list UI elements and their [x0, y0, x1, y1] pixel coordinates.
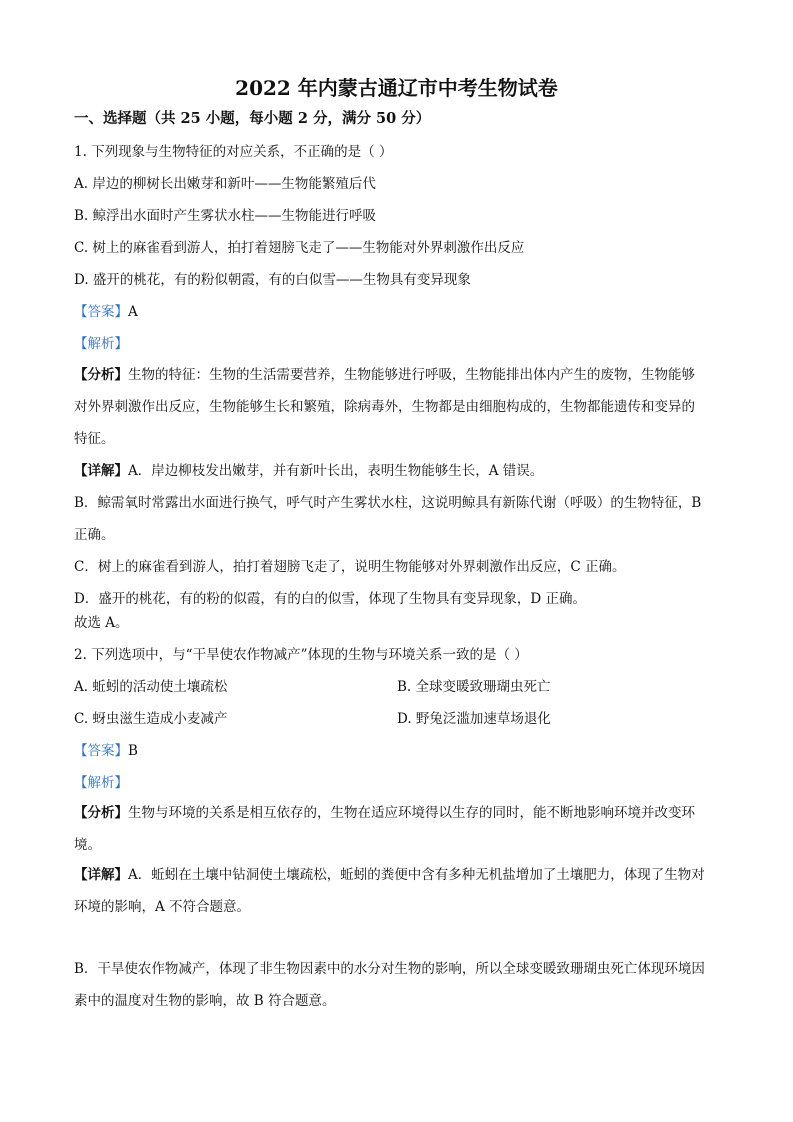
answer-tag: 【答案】: [74, 304, 128, 320]
q2-xiangjie-line: 环境的影响，A 不符合题意。: [74, 899, 251, 915]
q2-fenxi-line: [74, 804, 695, 822]
xiangjie-text: A．蚯蚓在土壤中钻洞使土壤疏松，蚯蚓的粪便中含有多种无机盐增加了土壤肥力，体现了生物对: [128, 867, 705, 883]
q1-stem: 1. 下列现象与生物特征的对应关系，不正确的是（ ）: [74, 144, 393, 160]
fenxi-text: 生物的特征：生物的生活需要营养，生物能够进行呼吸，生物能排出体内产生的废物，生物能够: [128, 367, 695, 383]
q2-xiangjie-line: [74, 866, 705, 884]
q1-xiangjie-line: D．盛开的桃花，有的粉的似霞，有的白的似雪，体现了生物具有变异现象，D 正确。: [74, 591, 586, 607]
q1-option-c: C. 树上的麻雀看到游人，拍打着翅膀飞走了——生物能对外界刺激作出反应: [74, 240, 525, 256]
q1-fenxi-line: 特征。: [74, 431, 115, 447]
q2-analysis-tag: 【解析】: [74, 775, 128, 791]
q1-option-b: B. 鲸浮出水面时产生雾状水柱——生物能进行呼吸: [74, 208, 377, 224]
q1-fenxi-line: [74, 366, 695, 384]
q1-option-a: A. 岸边的柳树长出嫩芽和新叶——生物能繁殖后代: [74, 176, 376, 192]
q1-conclusion: 故选 A。: [74, 615, 129, 631]
xiangjie-tag: 【详解】: [74, 867, 128, 883]
q1-xiangjie-line: C．树上的麻雀看到游人，拍打着翅膀飞走了，说明生物能够对外界刺激作出反应，C 正确。: [74, 559, 626, 575]
fenxi-tag: 【分析】: [74, 805, 128, 821]
section-heading: 一、选择题（共 25 小题，每小题 2 分，满分 50 分）: [74, 110, 431, 127]
answer-tag: 【答案】: [74, 743, 128, 759]
q2-answer: [74, 742, 138, 760]
q1-analysis-tag: 【解析】: [74, 336, 128, 352]
fenxi-tag: 【分析】: [74, 367, 128, 383]
q2-option-a: A. 蚯蚓的活动使土壤疏松: [74, 679, 228, 695]
q2-option-c: C. 蚜虫滋生造成小麦减产: [74, 711, 228, 727]
q2-option-d: D. 野兔泛滥加速草场退化: [397, 711, 551, 727]
xiangjie-tag: 【详解】: [74, 463, 128, 479]
q2-option-b: B. 全球变暖致珊瑚虫死亡: [397, 679, 551, 695]
q2-stem: 2. 下列选项中，与“干旱使农作物减产”体现的生物与环境关系一致的是（ ）: [74, 647, 528, 663]
q1-fenxi-line: 对外界刺激作出反应，生物能够生长和繁殖，除病毒外，生物都是由细胞构成的，生物都能遗传和变异的: [74, 399, 695, 415]
q1-answer: [74, 303, 138, 321]
answer-value: A: [128, 304, 138, 320]
q2-xiangjie-line: B．干旱使农作物减产，体现了非生物因素中的水分对生物的影响，所以全球变暖致珊瑚虫死亡体现环境因: [74, 961, 705, 977]
q1-xiangjie-line: [74, 462, 543, 480]
document-title: 2022 年内蒙古通辽市中考生物试卷: [235, 76, 558, 100]
q2-xiangjie-line: 素中的温度对生物的影响，故 B 符合题意。: [74, 993, 336, 1009]
xiangjie-text: A．岸边柳枝发出嫩芽，并有新叶长出，表明生物能够生长，A 错误。: [128, 463, 544, 479]
q2-fenxi-line: 境。: [74, 837, 101, 853]
q1-xiangjie-line: B．鲸需氧时常露出水面进行换气，呼气时产生雾状水柱，这说明鲸具有新陈代谢（呼吸）的生物特征，B: [74, 495, 702, 511]
q1-option-d: D. 盛开的桃花，有的粉似朝霞，有的白似雪——生物具有变异现象: [74, 272, 471, 288]
q1-xiangjie-line: 正确。: [74, 527, 115, 543]
answer-value: B: [128, 743, 138, 759]
fenxi-text: 生物与环境的关系是相互依存的，生物在适应环境得以生存的同时，能不断地影响环境并改变环: [128, 805, 695, 821]
